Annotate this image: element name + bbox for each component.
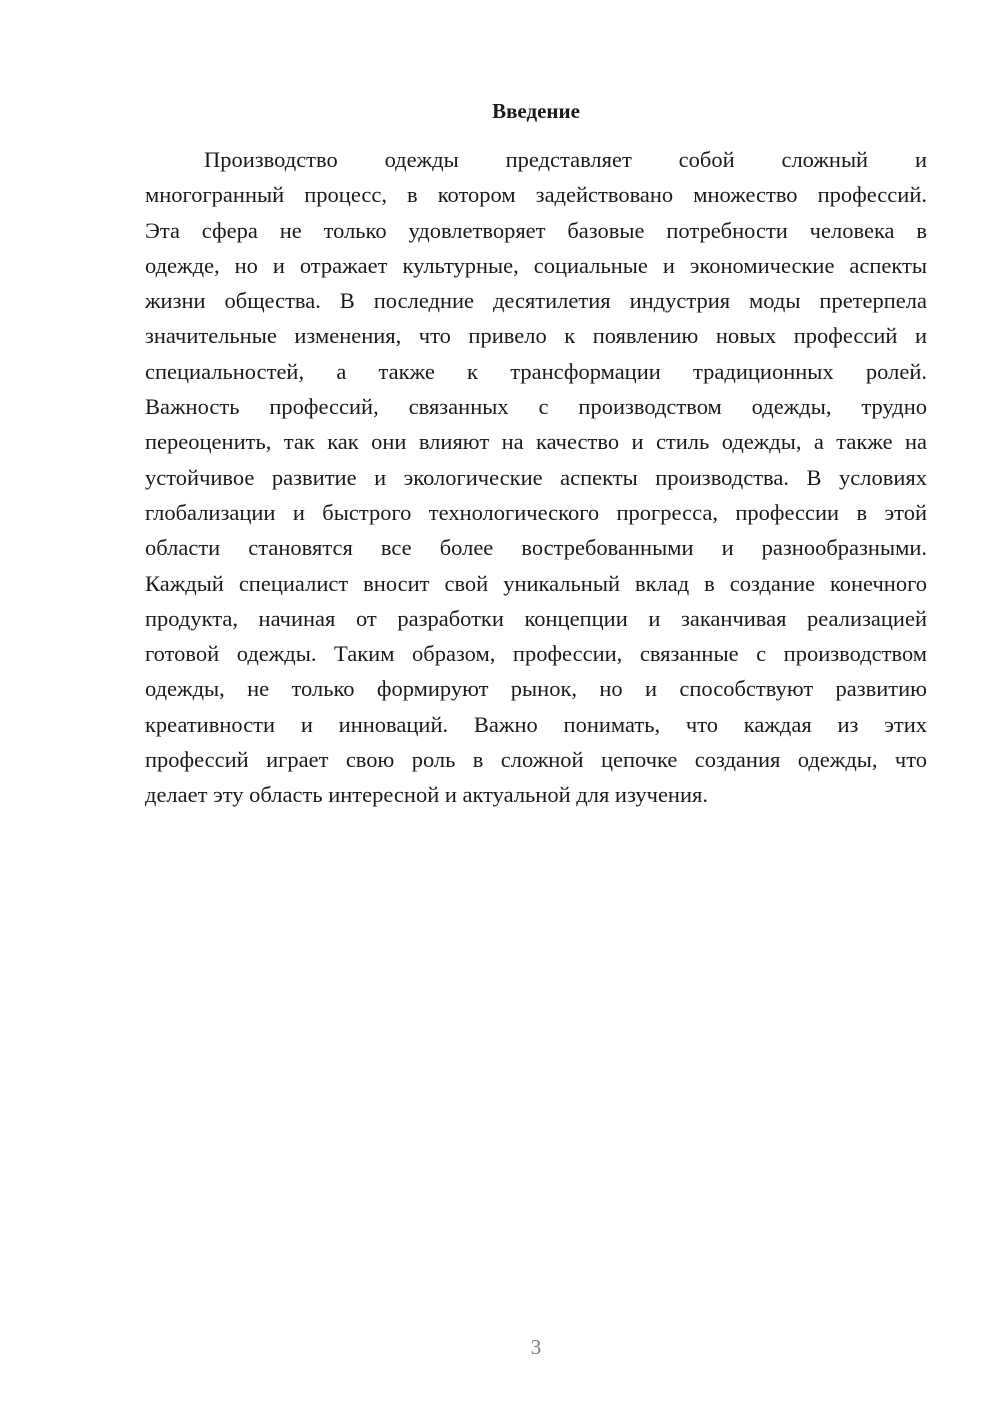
paragraph-line: Производство одежды представляет собой сложный и	[204, 147, 927, 172]
paragraph-line: одежде, но и отражает культурные, социальные и экономические аспекты	[145, 252, 927, 278]
paragraph-line: креативности и инноваций. Важно понимать, что каждая из этих	[145, 711, 927, 737]
page-number: 3	[530, 1335, 542, 1359]
paragraph-line: продукта, начиная от разработки концепции и заканчивая реализацией	[145, 605, 927, 631]
paragraph-line: значительные изменения, что привело к появлению новых профессий и	[145, 323, 927, 349]
paragraph-line: многогранный процесс, в котором задействовано множество профессий.	[145, 182, 927, 208]
paragraph-line: переоценить, так как они влияют на качество и стиль одежды, а также на	[145, 429, 927, 455]
paragraph-line: Эта сфера не только удовлетворяет базовые потребности человека в	[145, 217, 927, 243]
paragraph-line: готовой одежды. Таким образом, профессии, связанные с производством	[145, 641, 927, 667]
paragraph-line: одежды, не только формируют рынок, но и способствуют развитию	[145, 676, 927, 702]
paragraph-line: устойчивое развитие и экологические аспекты производства. В условиях	[145, 464, 927, 490]
section-title: Введение	[492, 99, 580, 123]
paragraph-line: Важность профессий, связанных с производством одежды, трудно	[145, 394, 927, 420]
paragraph-line: Каждый специалист вносит свой уникальный вклад в создание конечного	[145, 570, 927, 596]
paragraph-line: жизни общества. В последние десятилетия индустрия моды претерпела	[145, 288, 927, 314]
paragraph-line: делает эту область интересной и актуальной для изучения.	[145, 782, 708, 808]
paragraph-line: глобализации и быстрого технологического прогресса, профессии в этой	[145, 499, 927, 525]
paragraph-line: профессий играет свою роль в сложной цепочке создания одежды, что	[145, 747, 927, 773]
paragraph-line: области становятся все более востребованными и разнообразными.	[145, 535, 927, 561]
paragraph-line: специальностей, а также к трансформации традиционных ролей.	[145, 358, 927, 384]
body-paragraph	[145, 142, 927, 813]
